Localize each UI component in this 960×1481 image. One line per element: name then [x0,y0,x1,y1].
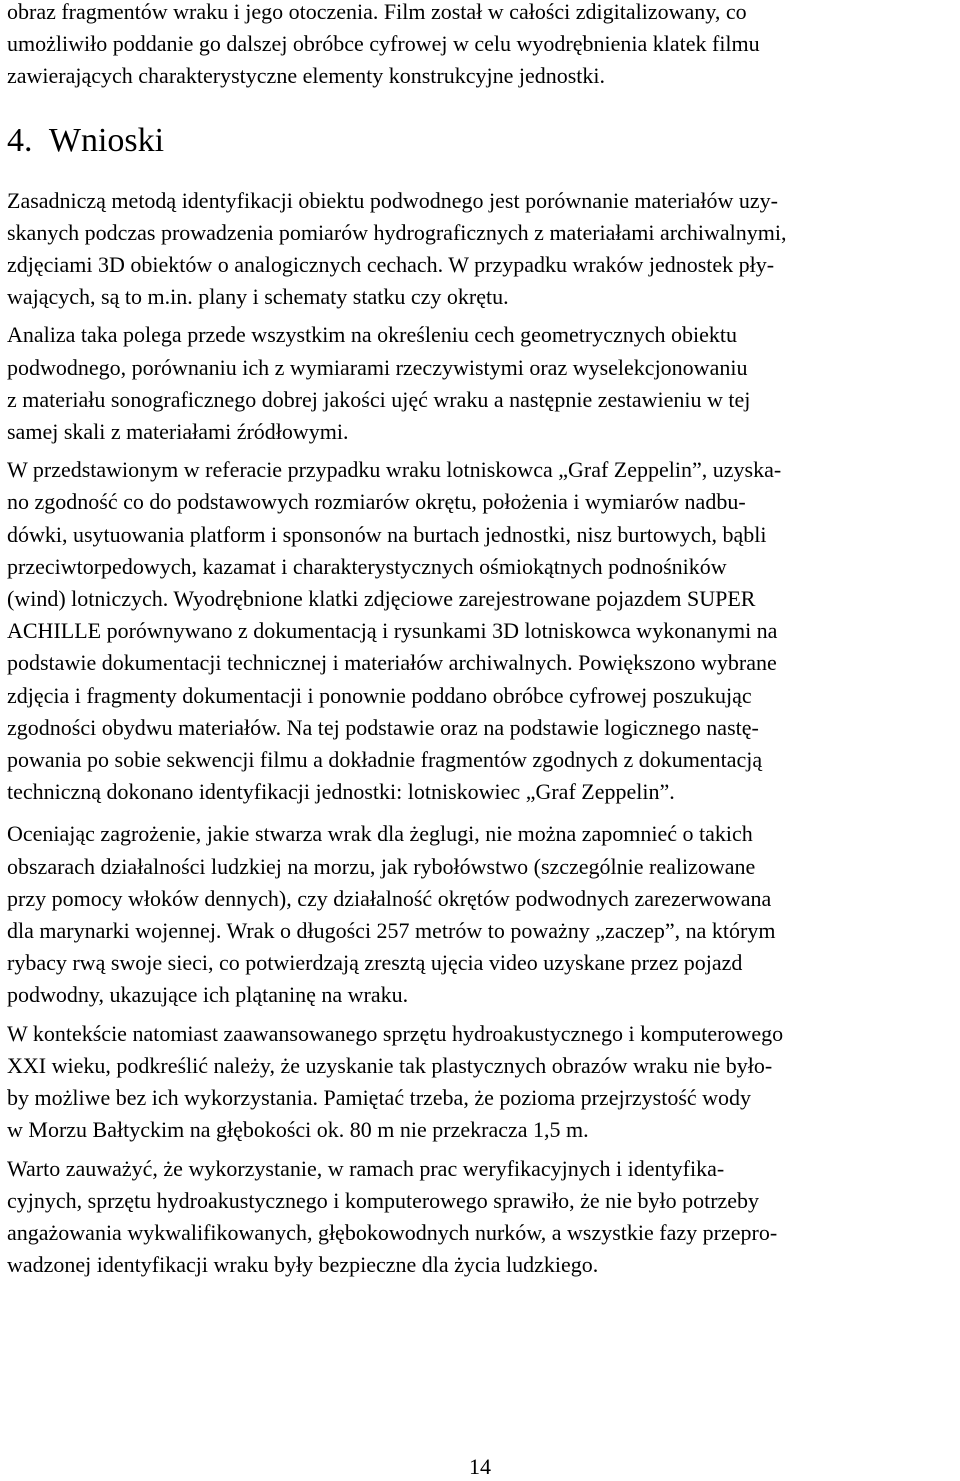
paragraph-identification-method: Zasadniczą metodą identyfikacji obiektu podwodnego jest porównanie materiałów uzy- skanych podczas prowadzenia pomiarów hydrograficznych z materiałami archiwalnymi, zdjęciami 3D obiektów o analogicznych cechach. W przypadku wraków jednostek pły- wających, są to m.in. plany i schematy statku czy okrętu. [7,187,787,310]
page-number: 14 [469,1454,491,1479]
document-page [7,0,953,1281]
paragraph-analysis: Analiza taka polega przede wszystkim na określeniu cech geometrycznych obiektu podwodnego, porównaniu ich z wymiarami rzeczywistymi oraz wyselekcjonowaniu z materiału sonograficznego dobrej jakości ujęć wraku a następnie zestawieniu w tej samej skali z materiałami źródłowymi. [7,322,751,445]
section-heading: 4. Wnioski [7,121,165,159]
paragraph-hydroacoustic-equipment: W kontekście natomiast zaawansowanego sprzętu hydroakustycznego i komputerowego XXI wieku, podkreślić należy, że uzyskanie tak plastycznych obrazów wraku nie było- by możliwe bez ich wykorzystania. Pamiętać trzeba, że pozioma przejrzystość wody w Morzu Bałtyckim na głębokości ok. 80 m nie przekracza 1,5 m. [7,1020,784,1143]
paragraph-threat-assessment: Oceniając zagrożenie, jakie stwarza wrak dla żeglugi, nie można zapomnieć o takich obszarach działalności ludzkiej na morzu, jak rybołówstwo (szczególnie realizowane przy pomocy włoków dennych), czy działalność okrętów podwodnych zarezerwowana dla marynarki wojennej. Wrak o długości 257 metrów to poważny „zaczep”, na którym rybacy rwą swoje sieci, co potwierdzają zresztą ujęcia video uzyskane przez pojazd podwodny, ukazujące ich plątaninę na wraku. [7,821,776,1008]
paragraph-graf-zeppelin-case: W przedstawionym w referacie przypadku wraku lotniskowca „Graf Zeppelin”, uzyska- no zgodność co do podstawowych rozmiarów okrętu, położenia i wymiarów nadbu- dówki, usytuowania platform i sponsonów na burtach jednostki, nisz burtowych, bąbli przeciwtorpedowych, kazamat i charakterystycznych ośmiokątnych podnośników (wind) lotniczych. Wyodrębnione klatki zdjęciowe zarejestrowane pojazdem SUPER ACHILLE porównywano z dokumentacją i rysunkami 3D lotniskowca wykonanymi na podstawie dokumentacji technicznej i materiałów archiwalnych. Powiększono wybrane zdjęcia i fragmenty dokumentacji i ponownie poddano obróbce cyfrowej poszukując zgodności obydwu materiałów. Na tej podstawie oraz na podstawie logicznego nastę- powania po sobie sekwencji filmu a dokładnie fragmentów zgodnych z dokumentacją techniczną dokonano identyfikacji jednostki: lotniskowiec „Graf Zeppelin”. [7,457,782,805]
intro-paragraph: obraz fragmentów wraku i jego otoczenia. Film został w całości zdigitalizowany, co umożliwiło poddanie go dalszej obróbce cyfrowej w celu wyodrębnienia klatek filmu zawierających charakterystyczne elementy konstrukcyjne jednostki. [7,0,760,89]
paragraph-conclusion-safety: Warto zauważyć, że wykorzystanie, w ramach prac weryfikacyjnych i identyfika- cyjnych, sprzętu hydroakustycznego i komputerowego sprawiło, że nie było potrzeby angażowania wykwalifikowanych, głębokowodnych nurków, a wszystkie fazy przepro- wadzonej identyfikacji wraku były bezpieczne dla życia ludzkiego. [7,1155,778,1278]
